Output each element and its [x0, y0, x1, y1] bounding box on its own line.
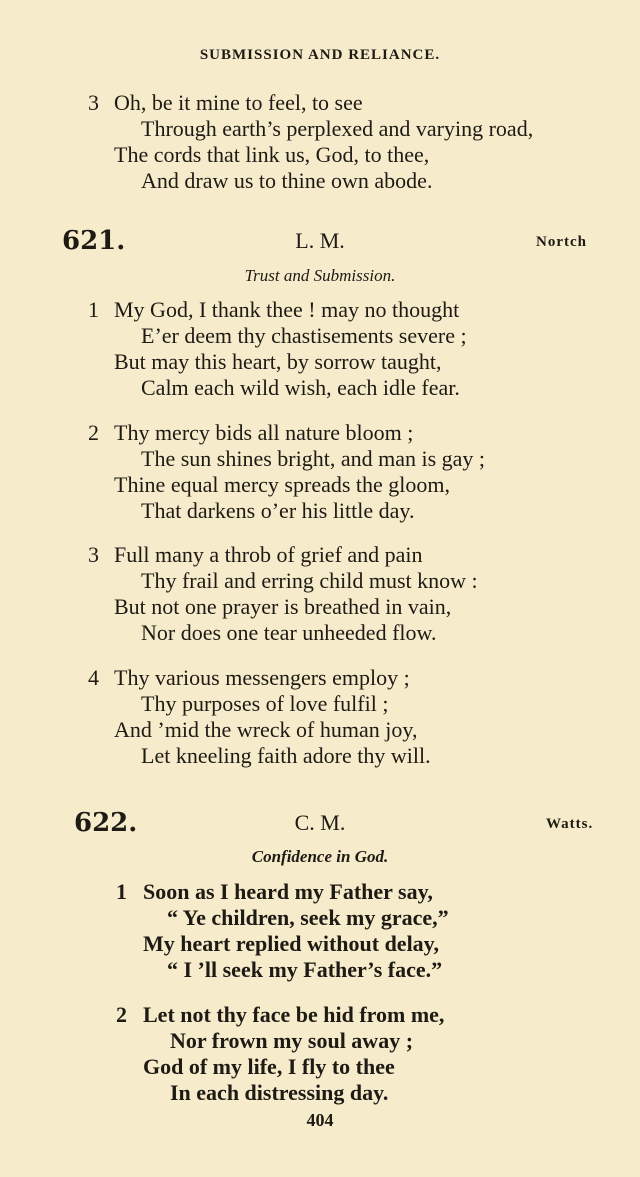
verse-line: Thy frail and erring child must know : — [141, 568, 478, 593]
verse-line: Let not thy face be hid from me, — [143, 1002, 445, 1027]
verse-number: 3 — [88, 542, 99, 567]
verse-line: Nor frown my soul away ; — [170, 1028, 414, 1053]
verse-number: 3 — [88, 90, 99, 115]
verse-line: Thy mercy bids all nature bloom ; — [114, 420, 414, 445]
hymn-meter: L. M. — [295, 228, 345, 253]
verse-line: The sun shines bright, and man is gay ; — [141, 446, 486, 471]
page-number: 404 — [306, 1110, 334, 1130]
verse-line: God of my life, I fly to thee — [143, 1054, 395, 1079]
hymn-title: Trust and Submission. — [244, 266, 396, 285]
hymn-title: Confidence in God. — [251, 847, 389, 866]
hymn-meter: C. M. — [294, 810, 346, 835]
verse-line: The cords that link us, God, to thee, — [114, 142, 430, 167]
verse-line: Through earth’s perplexed and varying road, — [141, 116, 534, 141]
verse-line: In each distressing day. — [170, 1080, 389, 1105]
verse-line: My God, I thank thee ! may no thought — [114, 297, 460, 322]
verse-line: Full many a throb of grief and pain — [114, 542, 423, 567]
verse-line: “ Ye children, seek my grace,” — [167, 905, 449, 930]
verse-line: Thine equal mercy spreads the gloom, — [114, 472, 451, 497]
verse-line: And ’mid the wreck of human joy, — [114, 717, 418, 742]
verse-number: 2 — [88, 420, 99, 445]
verse-line: But not one prayer is breathed in vain, — [114, 594, 452, 619]
verse-line: “ I ’ll seek my Father’s face.” — [167, 957, 443, 982]
verse-line: Thy purposes of love fulfil ; — [141, 691, 389, 716]
verse-line: And draw us to thine own abode. — [141, 168, 433, 193]
verse-line: Oh, be it mine to feel, to see — [114, 90, 363, 115]
verse-line: That darkens o’er his little day. — [141, 498, 415, 523]
hymn-number: 621. — [62, 226, 126, 256]
verse-line: E’er deem thy chastisements severe ; — [141, 323, 467, 348]
verse-line: But may this heart, by sorrow taught, — [114, 349, 442, 374]
hymn-number: 622. — [74, 808, 138, 838]
verse-line: Thy various messengers employ ; — [114, 665, 410, 690]
verse-line: Soon as I heard my Father say, — [143, 879, 433, 904]
verse-line: Let kneeling faith adore thy will. — [141, 743, 431, 768]
running-header: SUBMISSION AND RELIANCE. — [199, 47, 441, 63]
verse-line: Calm each wild wish, each idle fear. — [141, 375, 460, 400]
verse-number: 4 — [88, 665, 99, 690]
hymn-tune: Nortch — [536, 234, 587, 250]
verse-line: Nor does one tear unheeded flow. — [141, 620, 437, 645]
verse-number: 2 — [116, 1002, 127, 1027]
verse-number: 1 — [88, 297, 99, 322]
verse-number: 1 — [116, 879, 127, 904]
hymn-tune: Watts. — [546, 816, 594, 832]
verse-line: My heart replied without delay, — [143, 931, 439, 956]
